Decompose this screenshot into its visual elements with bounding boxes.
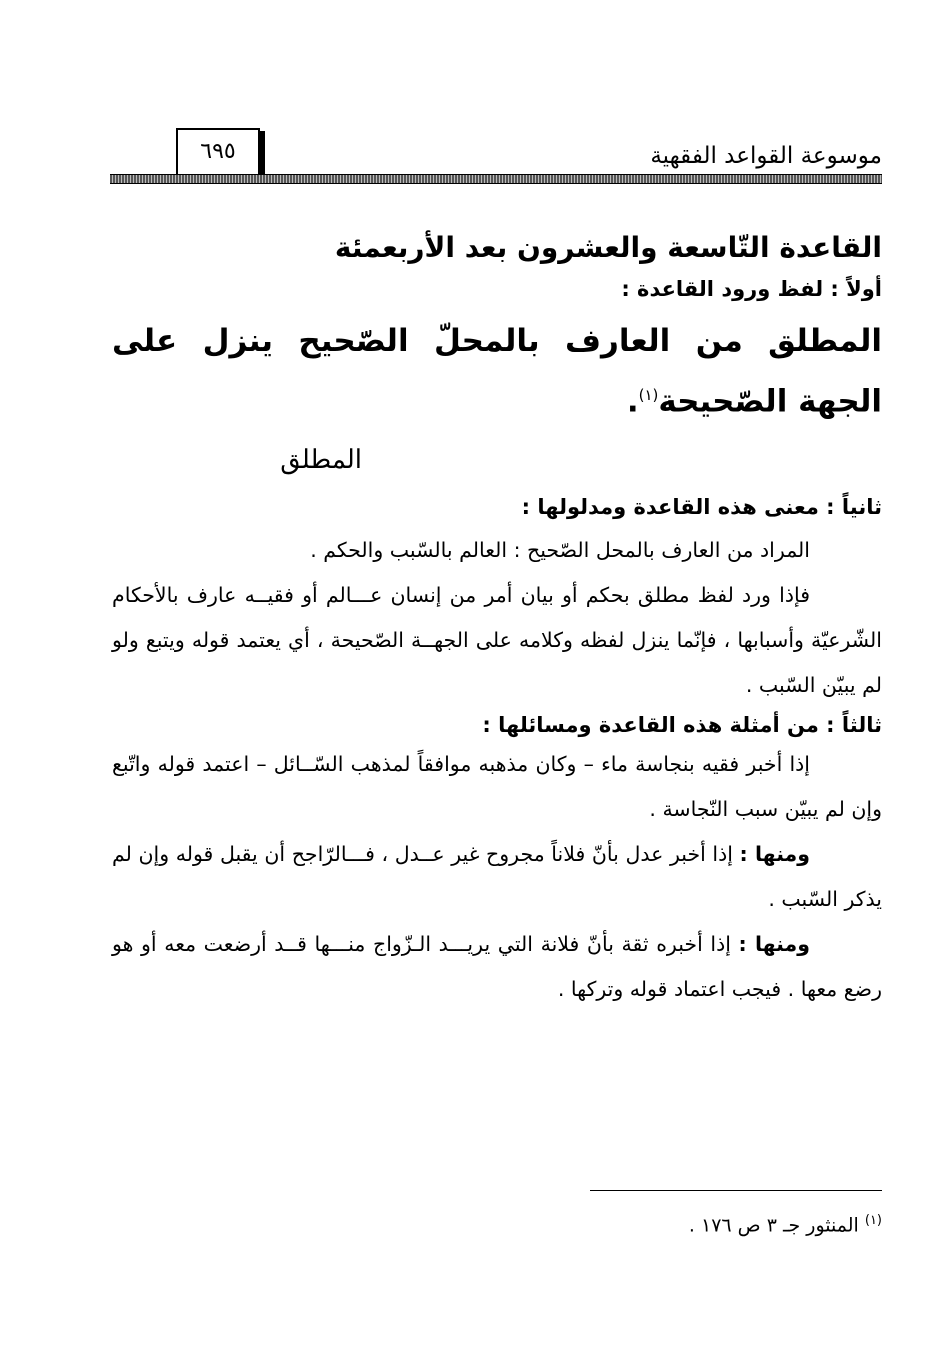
page-number-box xyxy=(176,128,260,178)
rule-statement xyxy=(112,314,882,428)
footnote-text: المنثور جـ ٣ ص ١٧٦ . xyxy=(688,1214,865,1237)
page-body xyxy=(112,228,882,1012)
rule-title: القاعدة التّاسعة والعشرون بعد الأربعمئة xyxy=(334,231,882,264)
section-heading-meaning: ثانياً : معنى هذه القاعدة ومدلولها : xyxy=(521,495,882,520)
page-header xyxy=(110,128,882,186)
meaning-paragraph-2: فإذا ورد لفظ مطلق بحكم أو بيان أمر من إنسان عـــالم أو فقيــه عارف بالأحكام الشّرعيّة وأسبابها ، فإنّما ينزل لفظه وكلامه على الجهــة الصّحيحة ، أي يعتمد قوله ويتبع ولو لم يبيّن السّبب . xyxy=(112,583,882,698)
keyword-note: المطلق xyxy=(280,445,362,476)
footnote-marker: (١) xyxy=(864,1213,882,1228)
footnote-reference: (١) xyxy=(638,386,659,404)
page-number: ٦٩٥ xyxy=(200,139,236,164)
example-paragraph-1: إذا أخبر فقيه بنجاسة ماء – وكان مذهبه موافقاً لمذهب السّــائل – اعتمد قوله واتّبع وإن لم يبيّن سبب النّجاسة . xyxy=(112,752,882,822)
running-title: موسوعة القواعد الفقهية xyxy=(650,143,882,169)
footnote xyxy=(560,1206,882,1240)
rule-statement-text: المطلق من العارف بالمحلّ الصّحيح ينزل على الجهة الصّحيحة xyxy=(112,323,882,420)
section-heading-examples: ثالثاً : من أمثلة هذه القاعدة ومسائلها : xyxy=(482,713,882,738)
meaning-paragraph-1: المراد من العارف بالمحل الصّحيح : العالم بالسّبب والحكم . xyxy=(310,538,810,563)
example-lead: ومنها : xyxy=(738,932,810,957)
example-paragraph-2 xyxy=(112,832,882,922)
section-heading-wording: أولاً : لفظ ورود القاعدة : xyxy=(621,277,882,301)
example-text: إذا أخبره ثقة بأنّ فلانة التي يريـــد الـزّواج منـــها قــد أرضعت معه أو هو رضع معها . فيجب اعتماد قوله وتركها . xyxy=(112,932,882,1002)
example-lead: ومنها : xyxy=(739,842,810,867)
footnote-separator xyxy=(590,1190,882,1191)
example-text: إذا أخبر عدل بأنّ فلاناً مجروح غير عــدل ، فـــالرّاجح أن يقبل قوله وإن لم يذكر السّبب . xyxy=(112,842,882,912)
header-rule xyxy=(110,174,882,184)
example-paragraph-3 xyxy=(112,922,882,1012)
rule-statement-end: . xyxy=(626,383,639,420)
